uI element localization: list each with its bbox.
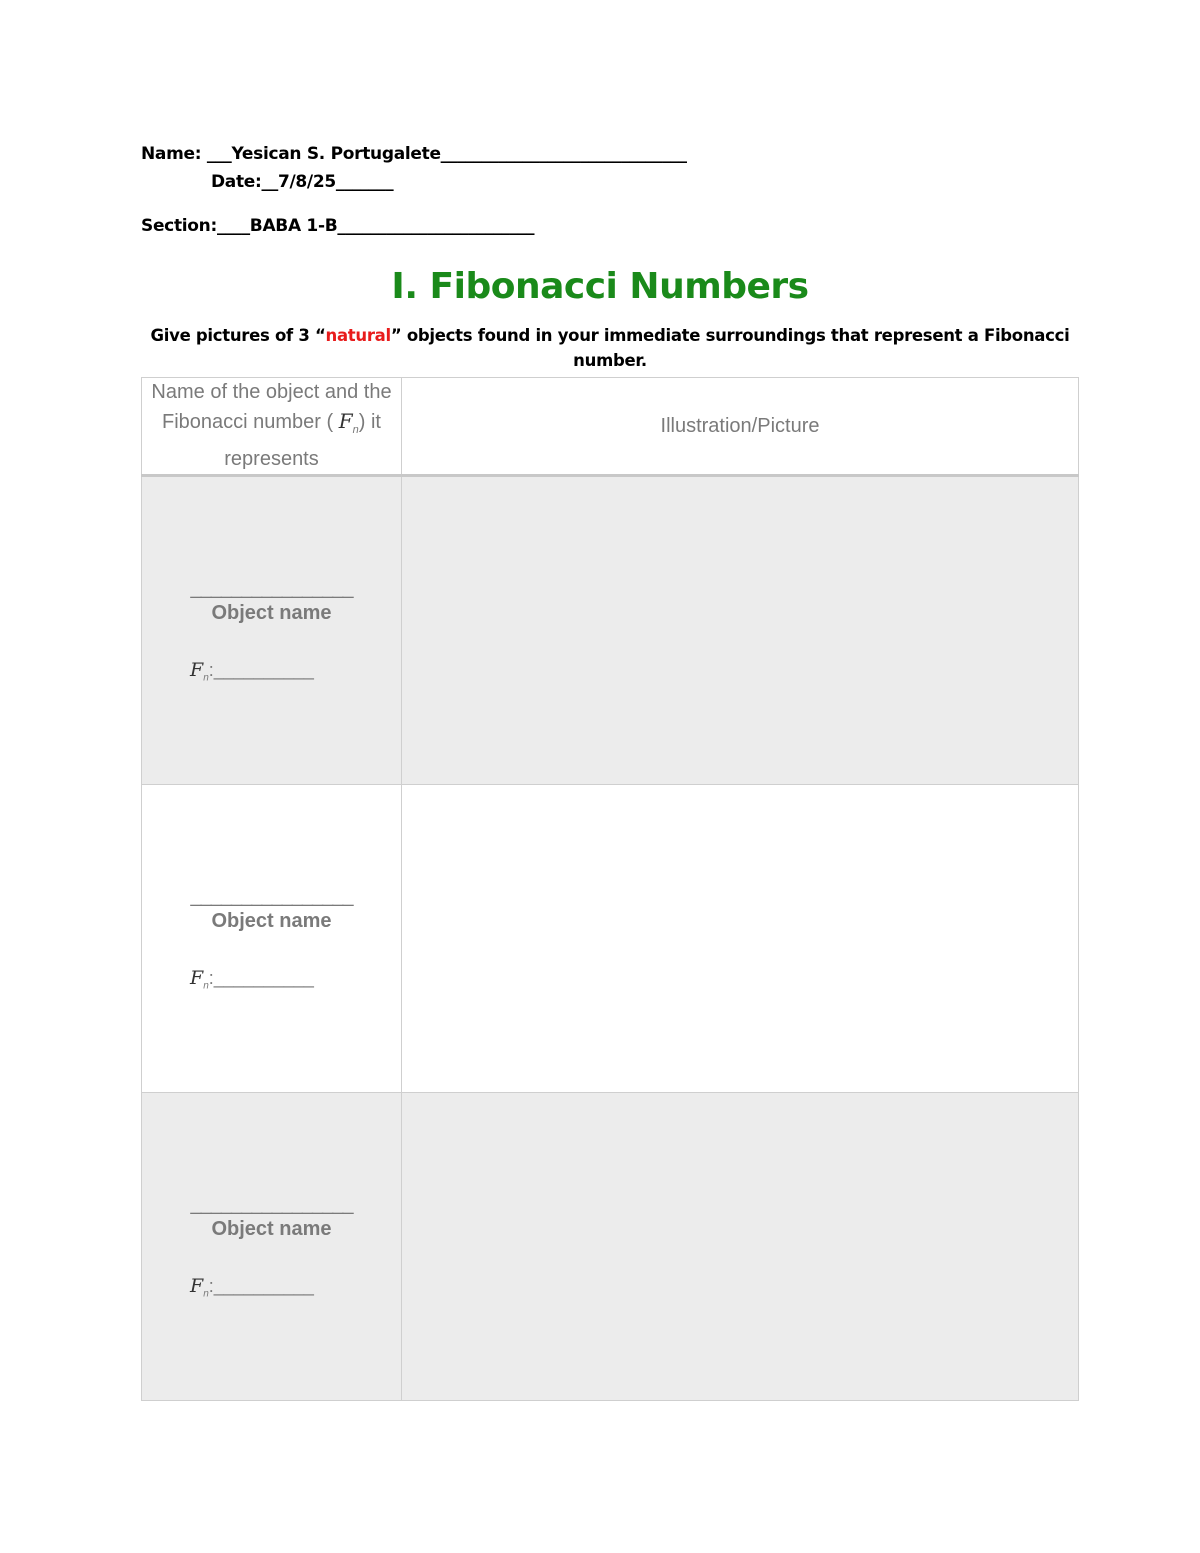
object-cell[interactable]: [142, 1093, 402, 1401]
col-header-object-text-end: ) it represents: [224, 411, 381, 470]
object-cell[interactable]: [142, 785, 402, 1093]
object-name-label: Object name: [211, 1217, 332, 1240]
object-cell[interactable]: [142, 476, 402, 785]
illustration-cell[interactable]: [402, 785, 1079, 1093]
fn-field[interactable]: $F_n:\_\_\_\_\_\_\_\_\_\_$: [190, 966, 314, 992]
object-name-label: Object name: [211, 909, 332, 932]
instruction-text: [141, 323, 1079, 373]
col-header-object: [142, 378, 402, 476]
date-field-line: Date:__7/8/25_______: [211, 172, 394, 192]
object-name-label: Object name: [211, 601, 332, 624]
instruction-after: ” objects found in your immediate surroundings that represent a Fibonacci number.: [390, 326, 1070, 370]
fn-field[interactable]: $F_n:\_\_\_\_\_\_\_\_\_\_$: [190, 658, 314, 684]
instruction-before: Give pictures of 3 “: [150, 326, 326, 345]
object-name-blank[interactable]: ________________: [190, 1192, 353, 1215]
fn-field[interactable]: $F_n:\_\_\_\_\_\_\_\_\_\_$: [190, 1274, 314, 1300]
illustration-cell[interactable]: [402, 476, 1079, 785]
object-name-blank[interactable]: ________________: [190, 884, 353, 907]
table-header-row: [142, 378, 1079, 476]
table-row: [142, 785, 1079, 1093]
illustration-cell[interactable]: [402, 1093, 1079, 1401]
col-header-illustration: Illustration/Picture: [402, 378, 1079, 476]
table-row: [142, 476, 1079, 785]
col-header-object-text: Name of the object and the Fibonacci number (: [151, 381, 392, 433]
table-row: [142, 1093, 1079, 1401]
section-field-line: Section:____BABA 1-B________________________: [141, 216, 535, 236]
fibonacci-table: [141, 377, 1079, 1401]
object-name-blank[interactable]: ________________: [190, 576, 353, 599]
page-title: I. Fibonacci Numbers: [391, 266, 809, 307]
name-field-line: Name: ___Yesican S. Portugalete______________________________: [141, 144, 687, 164]
fn-symbol: $F_n$: [338, 409, 359, 436]
instruction-highlight: natural: [325, 326, 391, 345]
